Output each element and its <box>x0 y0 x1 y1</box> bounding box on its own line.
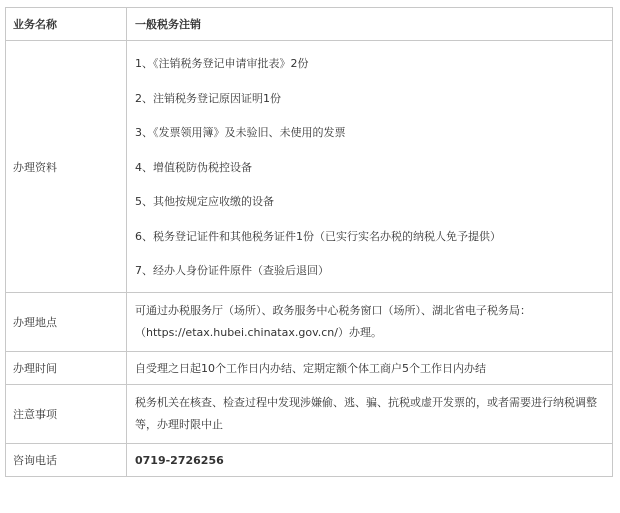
materials-label: 办理资料 <box>6 41 127 293</box>
table-header-row <box>6 8 613 41</box>
service-info-table <box>5 7 613 477</box>
location-value-cell <box>127 293 613 352</box>
notes-line-1: 税务机关在核查、检查过程中发现涉嫌偷、逃、骗、抗税或虚开发票的，或者需要进行纳税调整 <box>135 396 597 409</box>
time-row <box>6 352 613 385</box>
notes-row <box>6 385 613 444</box>
notes-label: 注意事项 <box>6 385 127 444</box>
phone-label: 咨询电话 <box>6 444 127 477</box>
location-line-1: 可通过办税服务厅（场所）、政务服务中心税务窗口（场所）、湖北省电子税务局： <box>135 304 531 317</box>
materials-value-cell <box>127 41 613 293</box>
materials-item: 3、《发票领用簿》及未验旧、未使用的发票 <box>135 126 346 139</box>
location-label: 办理地点 <box>6 293 127 352</box>
time-value: 自受理之日起10个工作日内办结、定期定额个体工商户5个工作日内办结 <box>127 352 613 385</box>
phone-row <box>6 444 613 477</box>
materials-item: 2、注销税务登记原因证明1份 <box>135 91 281 105</box>
materials-item: 7、经办人身份证件原件（查验后退回） <box>135 264 329 277</box>
location-row <box>6 293 613 352</box>
materials-item: 4、增值税防伪税控设备 <box>135 160 252 174</box>
time-label: 办理时间 <box>6 352 127 385</box>
location-url-line: （https://etax.hubei.chinatax.gov.cn/）办理。 <box>135 326 382 339</box>
materials-item: 1、《注销税务登记申请审批表》2份 <box>135 57 309 70</box>
materials-item: 6、税务登记证件和其他税务证件1份（已实行实名办税的纳税人免予提供） <box>135 229 501 243</box>
materials-list <box>135 53 606 280</box>
phone-number: 0719-2726256 <box>127 444 613 477</box>
materials-row <box>6 41 613 293</box>
materials-item: 5、其他按规定应收缴的设备 <box>135 195 274 208</box>
notes-line-2: 等，办理时限中止 <box>135 418 223 431</box>
header-value-cell: 一般税务注销 <box>127 8 613 41</box>
notes-value-cell <box>127 385 613 444</box>
header-label-cell: 业务名称 <box>6 8 127 41</box>
